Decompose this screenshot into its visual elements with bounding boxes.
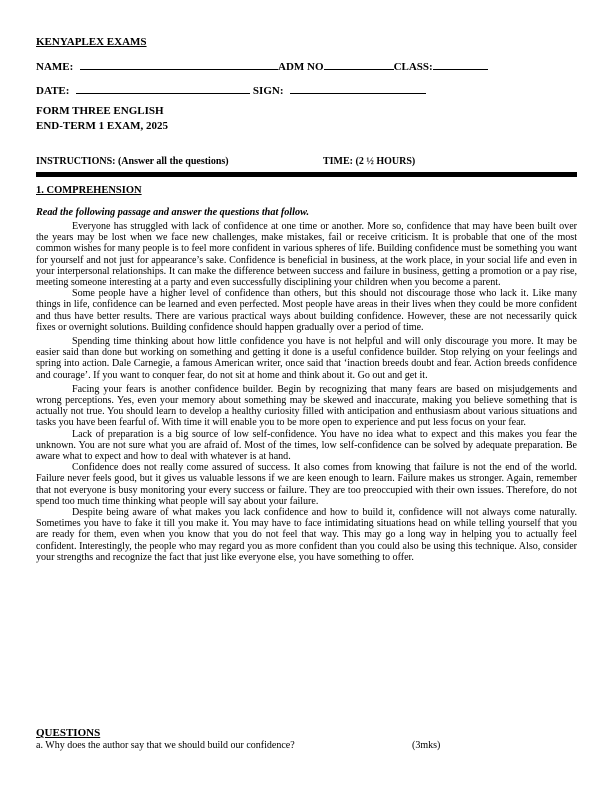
time-allowed: TIME: (2 ½ HOURS): [323, 156, 416, 167]
paragraph: Spending time thinking about how little confidence you have is not helpful and will only discourage you more. It may be easier said than done but working on something and getting it done is a useful confidence builder. Stop relying on your feelings and spring into action. Dale Carnegie, a famous American writer, once said that ‘inaction breeds doubt and fear. Action breeds confidence and courage’. If you want to conquer fear, do not sit at home and think about it. Go out and get it.: [36, 336, 577, 381]
section-instruction: Read the following passage and answer the questions that follow.: [36, 207, 310, 218]
sign-label: SIGN:: [252, 85, 284, 97]
instructions: INSTRUCTIONS: (Answer all the questions): [36, 156, 229, 167]
sign-field[interactable]: [290, 84, 426, 94]
date-label: DATE:: [36, 85, 70, 97]
name-row: [36, 60, 488, 73]
paragraph: Despite being aware of what makes you lack confidence and how to build it, confidence will not always come naturally. Sometimes you have to fake it till you make it. You may have to face intimidating situations head on while telling yourself that you are ready for them, even when you know that you do not feel that way. This may go a long way in helping you to actually feel confident. Interestingly, the people who may regard you as more confident than you could also be using this technique. Also, consider your strengths and recognize the fact that just like everyone else, you have something to offer.: [36, 507, 577, 563]
name-label: NAME:: [36, 61, 74, 73]
adm-field[interactable]: [324, 60, 394, 70]
date-field[interactable]: [76, 84, 250, 94]
paragraph: Facing your fears is another confidence builder. Begin by recognizing that many fears are based on misjudgements and wrong perceptions. Yes, even your memory about something may be skewed and inaccurate, making you believe something that is actually not true. You should learn to develop a healthy curiosity filled with anticipation and enthusiasm about various situations and tasks you have been fearful of. With time it will enable you to be more open to experience and put less focus on your fear.: [36, 383, 577, 429]
date-row: [36, 84, 426, 97]
comprehension-passage: [36, 221, 577, 563]
paragraph: Lack of preparation is a big source of low self-confidence. You have no idea what to expect and this makes you fear the unknown. You are not sure what you are afraid of. Most of the times, low self-confidence can be solved by adequate preparation. Be aware what to expect and how to deal with whatever is at hand.: [36, 428, 577, 463]
question-a-marks: (3mks): [412, 740, 441, 751]
adm-label: ADM NO: [278, 61, 324, 73]
school-name: KENYAPLEX EXAMS: [36, 36, 147, 48]
class-field[interactable]: [433, 60, 488, 70]
class-label: CLASS:: [393, 61, 433, 73]
questions-heading: QUESTIONS: [36, 727, 101, 739]
question-a: a. Why does the author say that we should build our confidence?: [36, 740, 295, 751]
paragraph: Some people have a higher level of confidence than others, but this should not discourage those who lack it. Like many things in life, confidence can be learned and even perfected. Most people have areas in their lives when they could be more confident and thus have better results. There are various practical ways about building confidence. However, these are not necessarily quick fixes or overnight solutions. Building confidence should happen gradually over a period of time.: [36, 288, 577, 333]
exam-title: END-TERM 1 EXAM, 2025: [36, 120, 168, 132]
paragraph: Everyone has struggled with lack of confidence at one time or another. More so, confidence that may have been built over the years may be lost when we face new challenges, make mistakes, fail or receive criticism. It is probable that one of the most common wishes for many people is to feel more confident in various spheres of life. Building confidence must be something you want for yourself and not just for appearance’s sake. Confidence is beneficial in business, at the work place, in your social life and even in your interpersonal relationships. It can make the difference between success and failure in business, getting a promotion or a pay rise, meeting someone interesting at a party and even successfully disciplining your children when you become a parent.: [36, 221, 577, 289]
section-title: 1. COMPREHENSION: [36, 185, 142, 196]
paragraph: Confidence does not really come assured of success. It also comes from knowing that failure is not the end of the world. Failure never feels good, but it gives us valuable lessons if we are keen enough to learn. Failure makes us stronger. Again, remember that not everyone is busy monitoring your every success or failure. They are too preoccupied with their own issues. Therefore, do not spend too much time thinking what people will say about your failure.: [36, 462, 577, 507]
name-field[interactable]: [80, 60, 278, 70]
divider-bar: [36, 172, 577, 177]
subject-title: FORM THREE ENGLISH: [36, 105, 164, 117]
